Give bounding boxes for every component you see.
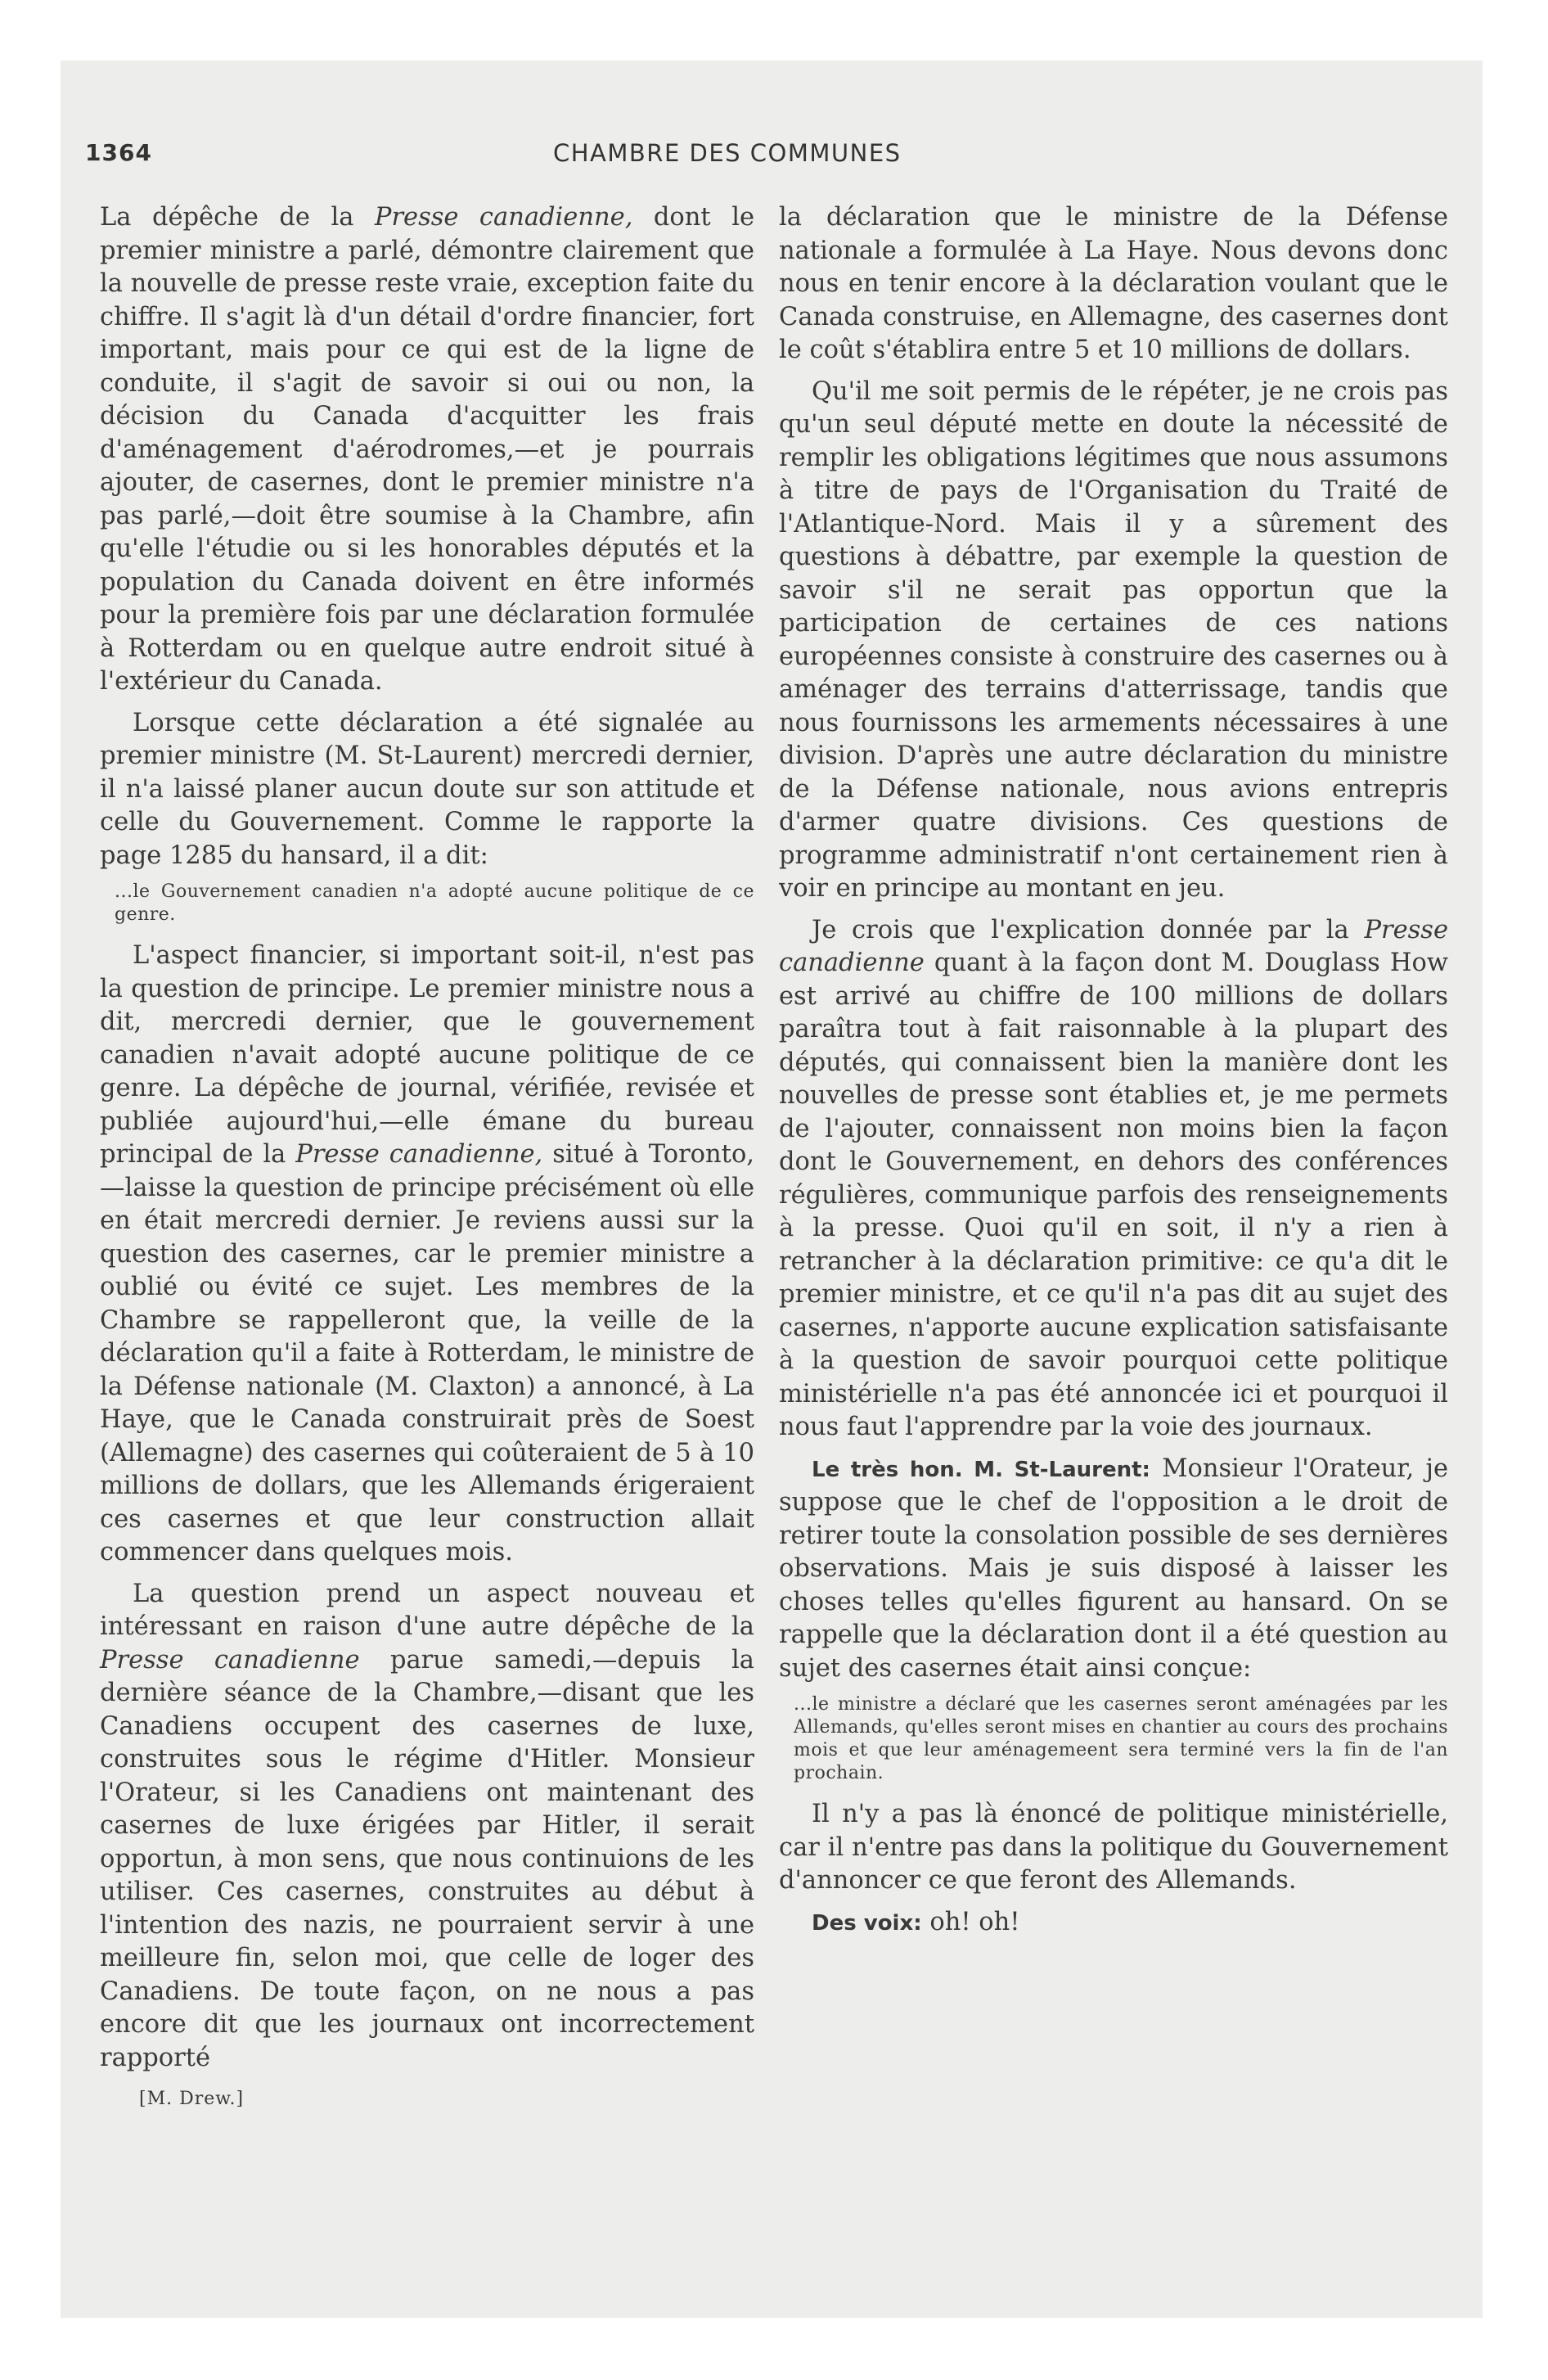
paragraph: Il n'y a pas là énoncé de politique ministérielle, car il n'entre pas dans la politique du Gouvernement d'annoncer ce que feront des Allemands. (779, 1800, 1448, 1895)
running-head: CHAMBRE DES COMMUNES (553, 139, 902, 167)
paragraph: Qu'il me soit permis de le répéter, je ne crois pas qu'un seul député mette en doute la nécessité de remplir les obligations légitimes que nous assumons à titre de pays de l'Organisation du Traité de l'Atlantique-Nord. Mais il y a sûrement des questions à débattre, par exemple la question de savoir s'il ne serait pas opportun que la participation de certaines de ces nations européennes consiste à construire des casernes ou à aménager des terrains d'atterrissage, tandis que nous fournissons les armements nécessaires à une division. D'après une autre déclaration du ministre de la Défense nationale, nous avions entrepris d'armer quatre divisions. Ces questions de programme administratif n'ont certainement rien à voir en principe au montant en jeu. (779, 376, 1448, 903)
right-column (779, 201, 1448, 1948)
paragraph: La dépêche de la Presse canadienne, dont le premier ministre a parlé, démontre clairement que la nouvelle de presse reste vraie, exception faite du chiffre. Il s'agit là d'un détail d'ordre financier, fort important, mais pour ce qui est de la ligne de conduite, il s'agit de savoir si oui ou non, la décision du Canada d'acquitter les frais d'aménagement d'aérodromes,—et je pourrais ajouter, de casernes, dont le premier ministre n'a pas parlé,—doit être soumise à la Chambre, afin qu'elle l'étudie ou si les honorables députés et la population du Canada doivent en être informés pour la première fois par une déclaration formulée à Rotterdam ou en quelque autre endroit situé à l'extérieur du Canada. (100, 203, 755, 696)
speaker-name: Des voix: (812, 1910, 922, 1936)
paragraph: La question prend un aspect nouveau et intéressant en raison d'une autre dépêche de la Presse canadienne parue samedi,—depuis la dernière séance de la Chambre,—disant que les Canadiens occupent des casernes de luxe, construites sous le régime d'Hitler. Monsieur l'Orateur, si les Canadiens ont maintenant des casernes de luxe érigées par Hitler, il serait opportun, à mon sens, que nous continuions de les utiliser. Ces casernes, construites au début à l'intention des nazis, ne pourraient servir à une meilleure fin, selon moi, que celle de loger des Canadiens. De toute façon, on ne nous a pas encore dit que les journaux ont incorrectement rapporté (100, 1579, 754, 2072)
paragraph: Des voix: oh! oh! (812, 1907, 1020, 1936)
block-quote: ...le ministre a déclaré que les casernes seront aménagées par les Allemands, qu'elles seront mises en chantier au cours des prochains mois et que leur aménagemeent sera terminé vers la fin de l'an prochain. (794, 1694, 1448, 1783)
speaker-attribution: [M. Drew.] (139, 2089, 245, 2109)
block-quote: ...le Gouvernement canadien n'a adopté aucune politique de ce genre. (115, 881, 754, 925)
paragraph: Le très hon. M. St-Laurent: Monsieur l'Orateur, je suppose que le chef de l'opposition a le droit de retirer toute la consolation possible de ses dernières observations. Mais je suis disposé à laisser les choses telles qu'elles figurent au hansard. On se rappelle que la déclaration dont il a été question au sujet des casernes était ainsi conçue: (779, 1454, 1448, 1683)
speaker-name: Le très hon. M. St-Laurent: (812, 1457, 1150, 1482)
page-number: 1364 (85, 139, 152, 166)
paragraph: Lorsque cette déclaration a été signalée au premier ministre (M. St-Laurent) mercredi dernier, il n'a laissé planer aucun doute sur son attitude et celle du Gouvernement. Comme le rapporte la page 1285 du hansard, il a dit: (100, 708, 754, 870)
paragraph: L'aspect financier, si important soit-il, n'est pas la question de principe. Le premier ministre nous a dit, mercredi dernier, que le gouvernement canadien n'avait adopté aucune politique de ce genre. La dépêche de journal, vérifiée, revisée et publiée aujourd'hui,—elle émane du bureau principal de la Presse canadienne, situé à Toronto,—laisse la question de principe précisément où elle en était mercredi dernier. Je reviens aussi sur la question des casernes, car le premier ministre a oublié ou évité ce sujet. Les membres de la Chambre se rappelleront que, la veille de la déclaration qu'il a faite à Rotterdam, le ministre de la Défense nationale (M. Claxton) a annoncé, à La Haye, que le Canada construirait près de Soest (Allemagne) des casernes qui coûteraient de 5 à 10 millions de dollars, que les Allemands érigeraient ces casernes et que leur construction allait commencer dans quelques mois. (100, 941, 754, 1566)
paragraph: Je crois que l'explication donnée par la Presse canadienne quant à la façon dont M. Douglass How est arrivé au chiffre de 100 millions de dollars paraîtra tout à fait raisonnable à la plupart des députés, qui connaissent bien la manière dont les nouvelles de presse sont établies et, je me permets de l'ajouter, connaissent non moins bien la façon dont le Gouvernement, en dehors des conférences régulières, communique parfois des renseignements à la presse. Quoi qu'il en soit, il n'y a rien à retrancher à la déclaration primitive: ce qu'a dit le premier ministre, et ce qu'il n'a pas dit au sujet des casernes, n'apporte aucune explication satisfaisante à la question de savoir pourquoi cette politique ministérielle n'a pas été annoncée ici et pourquoi il nous faut l'apprendre par la voie des journaux. (779, 915, 1448, 1441)
left-column (100, 201, 754, 2116)
paragraph: la déclaration que le ministre de la Défense nationale a formulée à La Haye. Nous devons donc nous en tenir encore à la déclaration voulant que le Canada construise, en Allemagne, des casernes dont le coût s'établira entre 5 et 10 millions de dollars. (779, 203, 1448, 364)
page-header (85, 139, 1460, 180)
